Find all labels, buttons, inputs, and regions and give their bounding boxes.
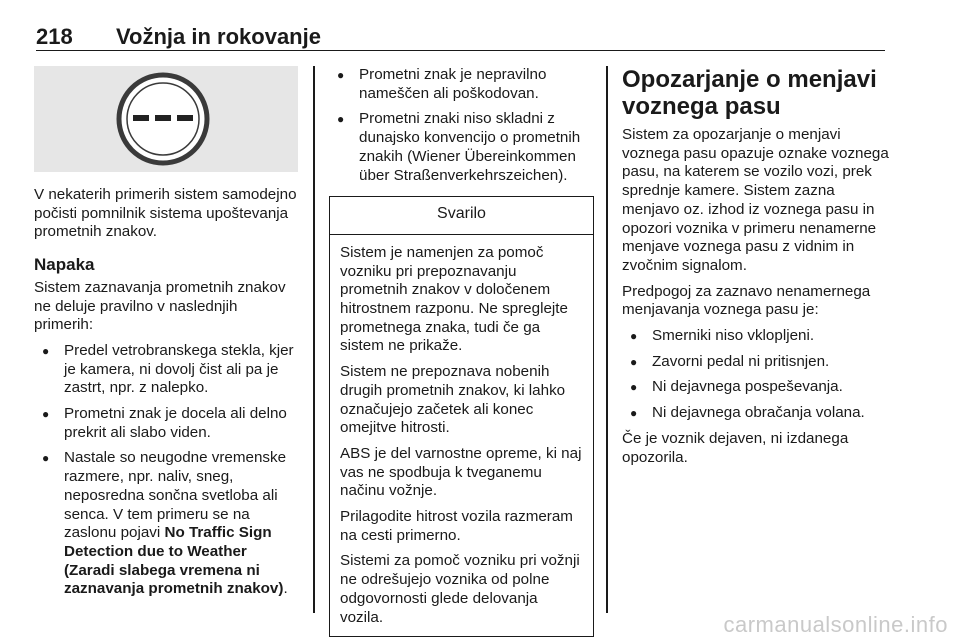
warning-paragraph: Sistem je namenjen za pomoč vozniku pri prepoznavanju prometnih znakov v določenem hitrostnem razponu. Ne spreglejte prometnega znaka, tudi če ga sistem ne prikaže. (340, 243, 568, 355)
list-item: ● Ni dejavnega pospeševanja. (622, 378, 890, 397)
column-middle (329, 66, 594, 637)
fault-heading: Napaka (34, 255, 95, 275)
list-item: ● Zavorni pedal ni pritisnjen. (622, 353, 890, 372)
list-item: ● Prometni znak je docela ali delno prekrit ali slabo viden. (34, 405, 300, 442)
column-left (34, 66, 300, 606)
column-right (622, 66, 890, 474)
list-item: ● Prometni znaki niso skladni z dunajsko konvencijo o prometnih znakih (Wiener Übereinkommen über Straßenverkehrszeichen). (329, 110, 594, 185)
fault-paragraph: Sistem zaznavanja prometnih znakov ne deluje pravilno v naslednjih primerih: (34, 278, 286, 334)
end-of-restrictions-sign-icon (116, 72, 210, 166)
list-item: ● Smerniki niso vklopljeni. (622, 327, 890, 346)
list-item: ● Ni dejavnega obračanja volana. (622, 404, 890, 423)
prerequisite-paragraph: Predpogoj za zaznavo nenamernega menjavanja voznega pasu je: (622, 282, 871, 319)
lane-intro-paragraph: Sistem za opozarjanje o menjavi voznega pasu opazuje oznake voznega pasu, na katerem se vozilo vozi, prek sprednje kamere. Sistem zazna menjavo oz. izhod iz voznega pasu in opozori voznika v primeru nenamerne menjave voznega pasu z vidnim in zvočnim signalom. (622, 126, 889, 274)
fault-list-continued (329, 66, 594, 185)
prerequisite-list (622, 327, 890, 423)
warning-paragraph: Prilagodite hitrost vozila razmeram na cesti primerno. (340, 508, 573, 544)
watermark: carmanualsonline.info (723, 612, 948, 637)
section-heading: Opozarjanje o menjavi voznega pasu (622, 66, 877, 120)
page-number: 218 (36, 24, 73, 49)
intro-paragraph: V nekaterih primerih sistem samodejno počisti pomnilnik sistema upoštevanja prometnih znakov. (34, 186, 297, 241)
sign-illustration (34, 66, 298, 172)
list-item-end: . (283, 580, 288, 598)
column-divider (313, 66, 315, 613)
display-message: No Traffic Sign Detection due to Weather (Zaradi slabega vremena ni zaznavanja prometnih znakov) (64, 524, 284, 598)
warning-paragraph: Sistem ne prepoznava nobenih drugih prometnih znakov, ki lahko označujejo začetek ali konec omejitve hitrosti. (340, 363, 566, 437)
warning-title: Svarilo (330, 197, 593, 235)
warning-body (330, 235, 593, 636)
list-item: ● Predel vetrobranskega stekla, kjer je kamera, ni dovolj čist ali pa je zastrt, npr. z nalepko. (34, 342, 300, 398)
list-item (34, 449, 300, 599)
list-item-text: Nastale so neugodne vremenske razmere, npr. naliv, sneg, neposredna sončna svetloba ali senca. V tem primeru se na zaslonu pojavi (64, 449, 287, 542)
page-header (36, 24, 885, 51)
warning-paragraph: ABS je del varnostne opreme, ki naj vas ne spodbuja k tveganemu načinu vožnje. (340, 444, 582, 500)
list-item: ● Prometni znak je nepravilno nameščen ali poškodovan. (329, 66, 594, 103)
driver-active-paragraph: Če je voznik dejaven, ni izdanega opozorila. (622, 429, 849, 466)
warning-paragraph: Sistemi za pomoč vozniku pri vožnji ne odrešujejo voznika od polne odgovornosti glede delovanja vozila. (340, 552, 580, 626)
warning-box (329, 196, 594, 637)
fault-list (34, 342, 300, 599)
chapter-title: Vožnja in rokovanje (116, 24, 321, 49)
column-divider (606, 66, 608, 613)
